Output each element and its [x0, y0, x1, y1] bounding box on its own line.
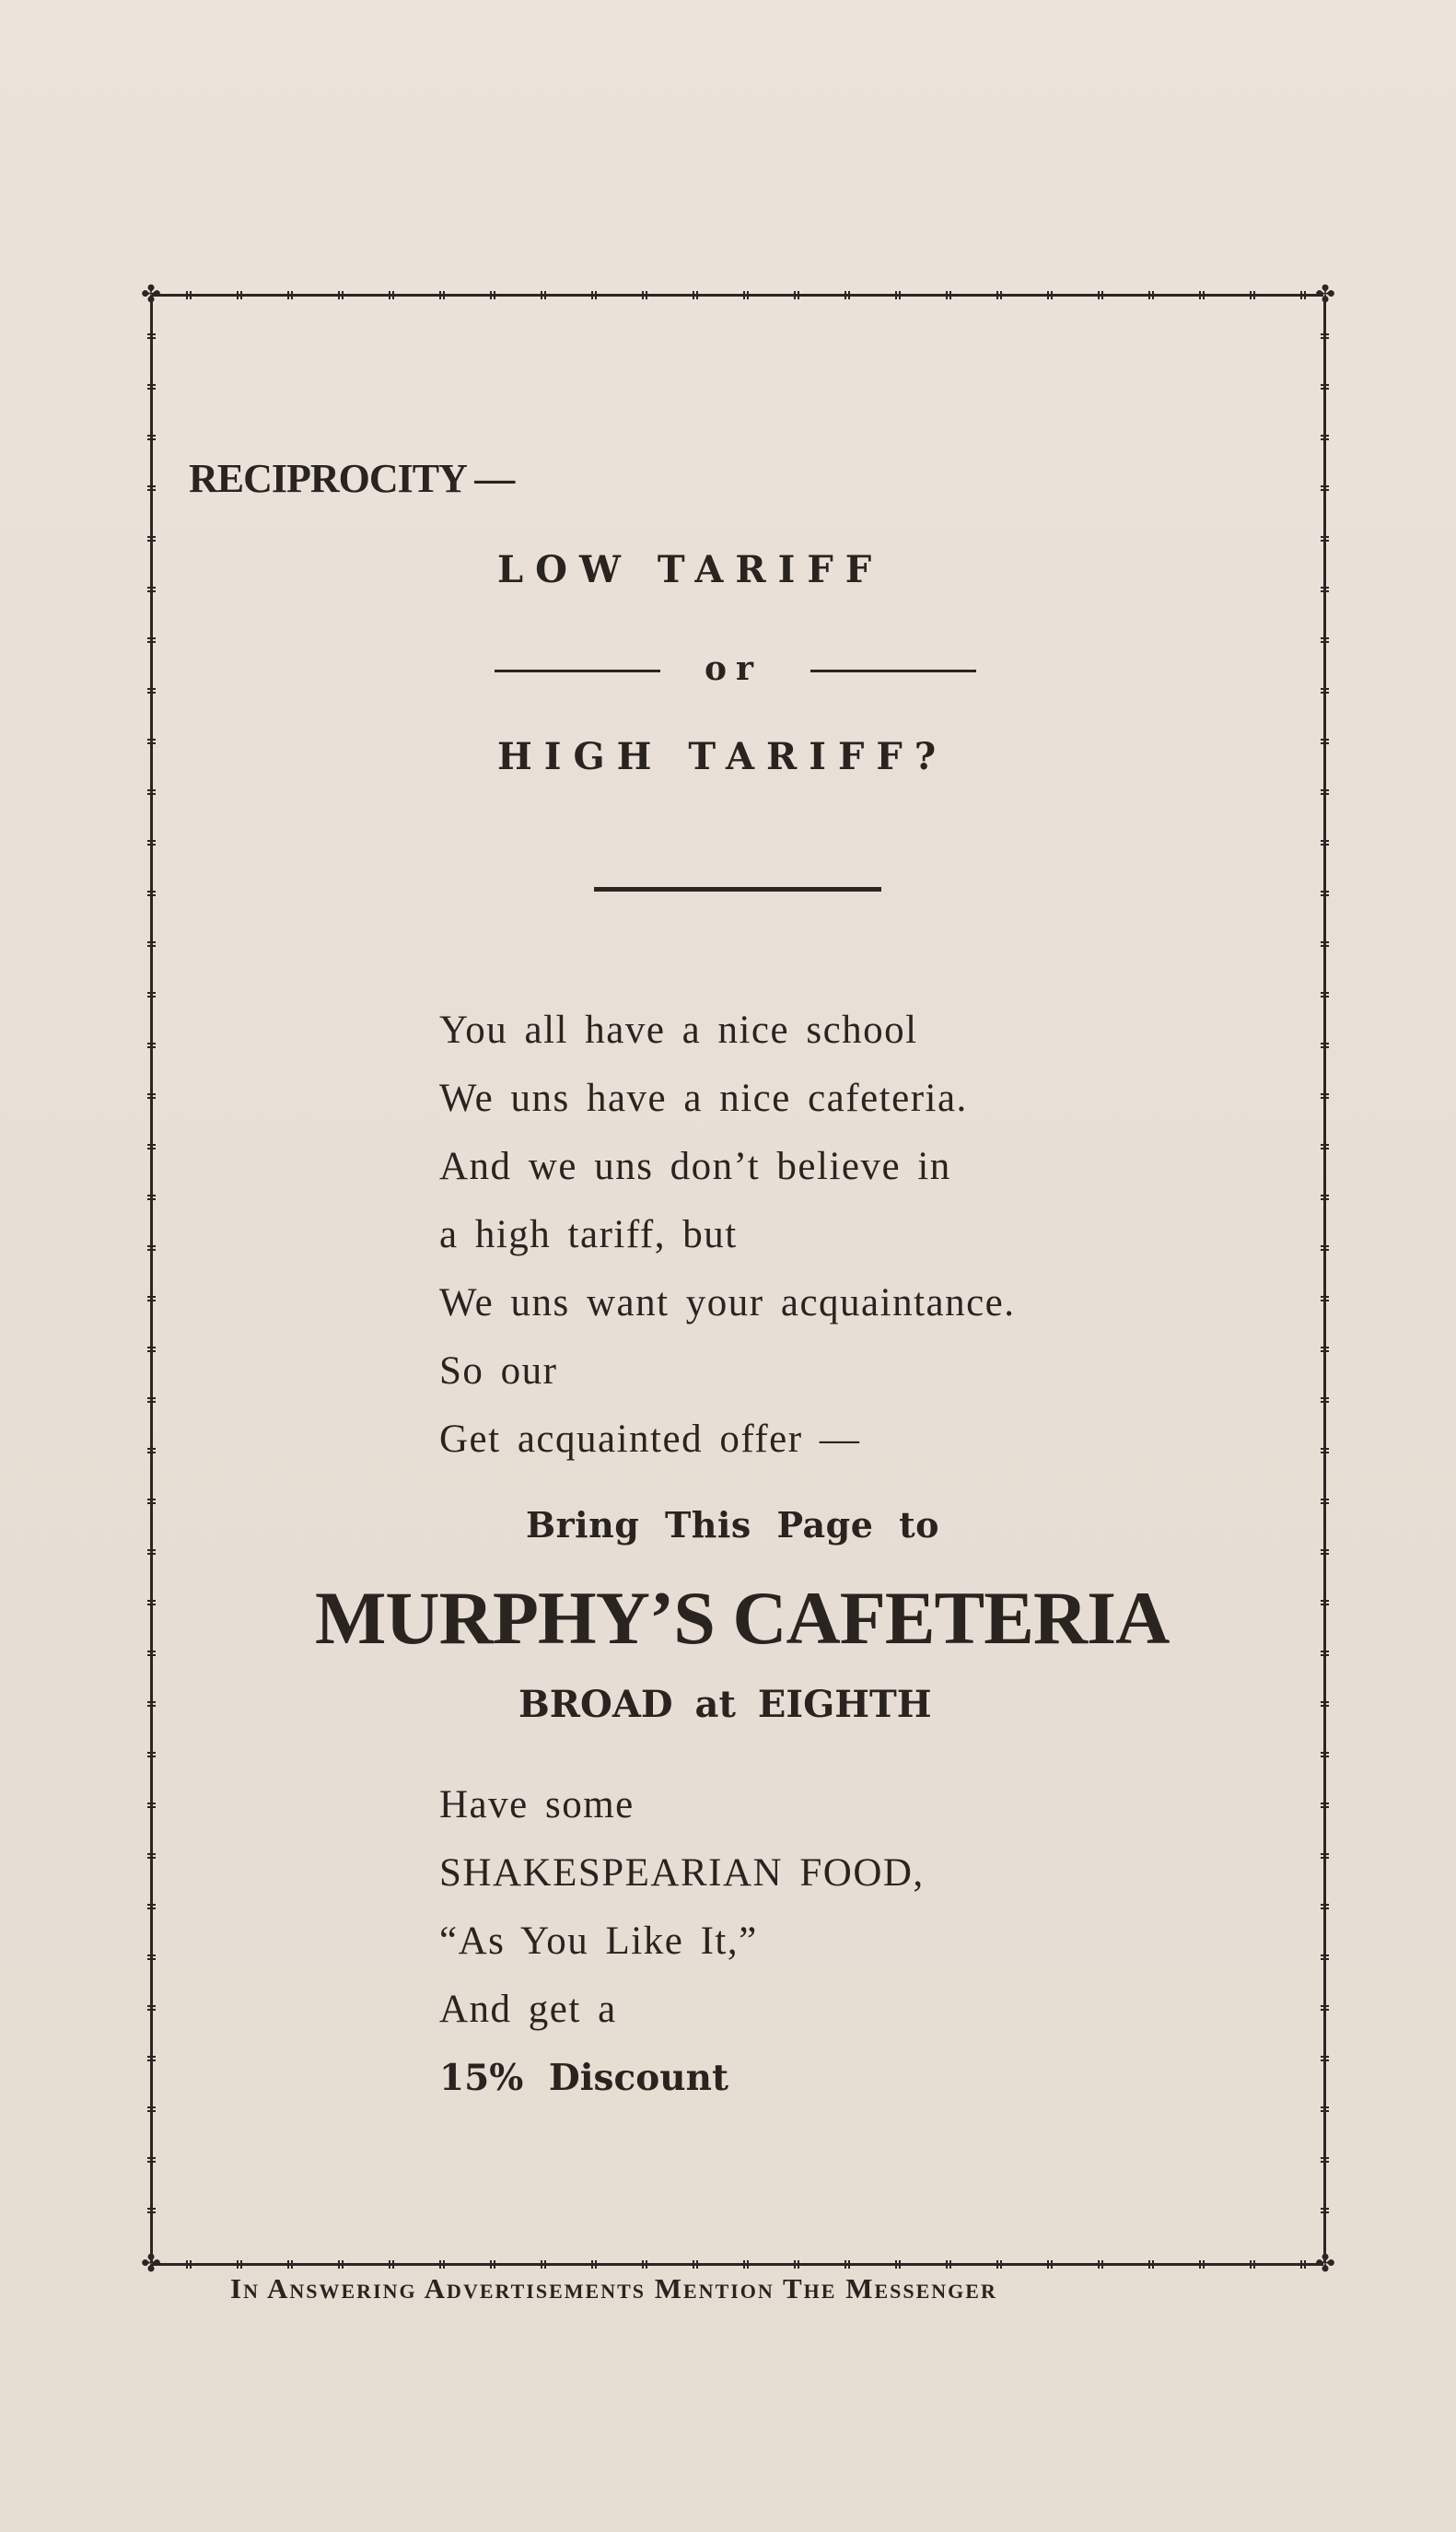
verse-line: So our [439, 1349, 558, 1393]
border-ornament-left [147, 1345, 156, 1354]
border-ornament-right [1321, 1649, 1329, 1658]
border-ornament-bottom [1197, 2260, 1206, 2269]
border-ornament-top [792, 291, 801, 299]
border-ornament-right [1321, 1851, 1329, 1861]
border-ornament-left [147, 1193, 156, 1202]
verse-line: “As You Like It,” [439, 1919, 758, 1963]
border-ornament-left [147, 737, 156, 746]
border-ornament-bottom [387, 2260, 396, 2269]
footer-notice: In Answering Advertisements Mention The Messenger [230, 2272, 997, 2304]
border-ornament-right [1321, 1750, 1329, 1759]
border-ornament-top [1096, 291, 1105, 299]
border-ornament-top [893, 291, 903, 299]
border-ornament-right [1321, 382, 1329, 391]
border-ornament-bottom [1045, 2260, 1054, 2269]
border-ornament-top [1147, 291, 1156, 299]
border-ornament-bottom [488, 2260, 497, 2269]
border-ornament-bottom [741, 2260, 751, 2269]
border-ornament-left [147, 1851, 156, 1861]
border-ornament-right [1321, 1699, 1329, 1709]
connector-rule-left [495, 670, 660, 672]
border-ornament-left [147, 332, 156, 341]
border-ornament-right [1321, 1294, 1329, 1303]
border-ornament-right [1321, 990, 1329, 999]
border-ornament-right [1321, 838, 1329, 847]
border-ornament-top [235, 291, 244, 299]
border-ornament-bottom [1096, 2260, 1105, 2269]
verse-line: We uns have a nice cafeteria. [439, 1077, 968, 1120]
border-ornament-top [1248, 291, 1257, 299]
border-ornament-top [1045, 291, 1054, 299]
section-divider [594, 887, 881, 892]
border-ornament-right [1321, 332, 1329, 341]
border-ornament-left [147, 2206, 156, 2215]
intro-verse [439, 997, 1016, 1474]
border-ornament-right [1321, 686, 1329, 695]
border-ornament-left [147, 1091, 156, 1101]
border-ornament-left [147, 1750, 156, 1759]
border-ornament-right [1321, 636, 1329, 645]
border-ornament-left [147, 382, 156, 391]
verse-line: Have some [439, 1783, 635, 1826]
border-ornament-right [1321, 1193, 1329, 1202]
border-ornament-top [944, 291, 953, 299]
border-ornament-bottom [691, 2260, 700, 2269]
corner-ornament-icon: ✤ [1315, 2250, 1335, 2278]
border-ornament-right [1321, 788, 1329, 797]
border-ornament-top [387, 291, 396, 299]
border-ornament-left [147, 1041, 156, 1050]
border-ornament-bottom [893, 2260, 903, 2269]
border-ornament-top [285, 291, 295, 299]
border-ornament-left [147, 636, 156, 645]
border-ornament-left [147, 1294, 156, 1303]
border-ornament-bottom [1147, 2260, 1156, 2269]
offer-verse [439, 1771, 925, 2112]
border-ornament-left [147, 1699, 156, 1709]
border-ornament-right [1321, 2054, 1329, 2063]
call-to-action: Bring This Page to [526, 1504, 940, 1546]
verse-line: You all have a nice school [439, 1009, 918, 1052]
border-ornament-top [1197, 291, 1206, 299]
border-ornament-bottom [437, 2260, 447, 2269]
border-ornament-bottom [640, 2260, 649, 2269]
border-ornament-top [437, 291, 447, 299]
border-ornament-top [640, 291, 649, 299]
border-ornament-right [1321, 1801, 1329, 1810]
border-ornament-bottom [589, 2260, 599, 2269]
border-ornament-right [1321, 1598, 1329, 1607]
discount-offer: 15% Discount [439, 2057, 728, 2099]
border-ornament-right [1321, 939, 1329, 949]
border-ornament-top [691, 291, 700, 299]
border-ornament-left [147, 2054, 156, 2063]
border-ornament-left [147, 433, 156, 442]
border-ornament-bottom [843, 2260, 852, 2269]
border-ornament-left [147, 788, 156, 797]
border-ornament-left [147, 585, 156, 594]
verse-line: Get acquainted offer — [439, 1418, 861, 1461]
border-ornament-right [1321, 1547, 1329, 1557]
border-ornament-bottom [184, 2260, 193, 2269]
border-ornament-top [539, 291, 548, 299]
border-ornament-bottom [235, 2260, 244, 2269]
border-ornament-right [1321, 1497, 1329, 1506]
border-ornament-right [1321, 737, 1329, 746]
border-ornament-right [1321, 433, 1329, 442]
border-ornament-left [147, 939, 156, 949]
border-ornament-left [147, 990, 156, 999]
border-ornament-left [147, 2003, 156, 2013]
border-ornament-bottom [1248, 2260, 1257, 2269]
border-ornament-right [1321, 1902, 1329, 1911]
border-ornament-left [147, 2105, 156, 2114]
border-ornament-left [147, 1446, 156, 1455]
corner-ornament-icon: ✤ [141, 281, 161, 309]
border-ornament-left [147, 1142, 156, 1151]
border-ornament-right [1321, 2003, 1329, 2013]
option-high-tariff: HIGH TARIFF? [497, 735, 949, 778]
border-ornament-right [1321, 1142, 1329, 1151]
border-ornament-right [1321, 1243, 1329, 1253]
border-ornament-bottom [944, 2260, 953, 2269]
border-ornament-top [336, 291, 345, 299]
border-ornament-left [147, 484, 156, 493]
corner-ornament-icon: ✤ [1315, 281, 1335, 309]
border-ornament-right [1321, 2155, 1329, 2164]
verse-line: And get a [439, 1988, 617, 2031]
business-name: MURPHY’S CAFETERIA [315, 1576, 1170, 1660]
border-ornament-top [741, 291, 751, 299]
border-ornament-left [147, 1547, 156, 1557]
border-ornament-bottom [539, 2260, 548, 2269]
border-ornament-left [147, 1953, 156, 1962]
border-ornament-right [1321, 484, 1329, 493]
border-ornament-right [1321, 2206, 1329, 2215]
border-ornament-right [1321, 889, 1329, 898]
connector-word: or [705, 649, 763, 688]
border-ornament-top [589, 291, 599, 299]
border-ornament-top [184, 291, 193, 299]
border-ornament-bottom [336, 2260, 345, 2269]
corner-ornament-icon: ✤ [141, 2250, 161, 2278]
border-ornament-left [147, 1497, 156, 1506]
verse-line: SHAKESPEARIAN FOOD, [439, 1851, 925, 1895]
border-ornament-left [147, 838, 156, 847]
border-ornament-left [147, 1243, 156, 1253]
border-ornament-left [147, 686, 156, 695]
business-address: BROAD at EIGHTH [518, 1683, 932, 1726]
border-ornament-right [1321, 1953, 1329, 1962]
border-ornament-bottom [792, 2260, 801, 2269]
verse-line: a high tariff, but [439, 1213, 738, 1256]
verse-line: We uns want your acquaintance. [439, 1281, 1016, 1324]
border-ornament-left [147, 889, 156, 898]
border-ornament-left [147, 1649, 156, 1658]
border-ornament-bottom [995, 2260, 1004, 2269]
border-ornament-top [488, 291, 497, 299]
border-ornament-left [147, 2155, 156, 2164]
option-low-tariff: LOW TARIFF [497, 548, 884, 591]
border-ornament-top [1299, 291, 1308, 299]
border-ornament-top [995, 291, 1004, 299]
border-ornament-right [1321, 1395, 1329, 1405]
border-ornament-right [1321, 585, 1329, 594]
verse-line: And we uns don’t believe in [439, 1145, 951, 1188]
border-ornament-right [1321, 1091, 1329, 1101]
border-ornament-right [1321, 534, 1329, 543]
border-ornament-left [147, 1598, 156, 1607]
border-ornament-bottom [1299, 2260, 1308, 2269]
connector-rule-right [810, 670, 976, 672]
border-ornament-right [1321, 1345, 1329, 1354]
border-ornament-right [1321, 1041, 1329, 1050]
border-ornament-left [147, 1801, 156, 1810]
border-ornament-bottom [285, 2260, 295, 2269]
border-ornament-left [147, 1902, 156, 1911]
headline: RECIPROCITY — [189, 456, 515, 501]
connector-row [495, 649, 976, 690]
border-ornament-left [147, 534, 156, 543]
border-ornament-top [843, 291, 852, 299]
border-ornament-right [1321, 2105, 1329, 2114]
border-ornament-right [1321, 1446, 1329, 1455]
border-ornament-left [147, 1395, 156, 1405]
